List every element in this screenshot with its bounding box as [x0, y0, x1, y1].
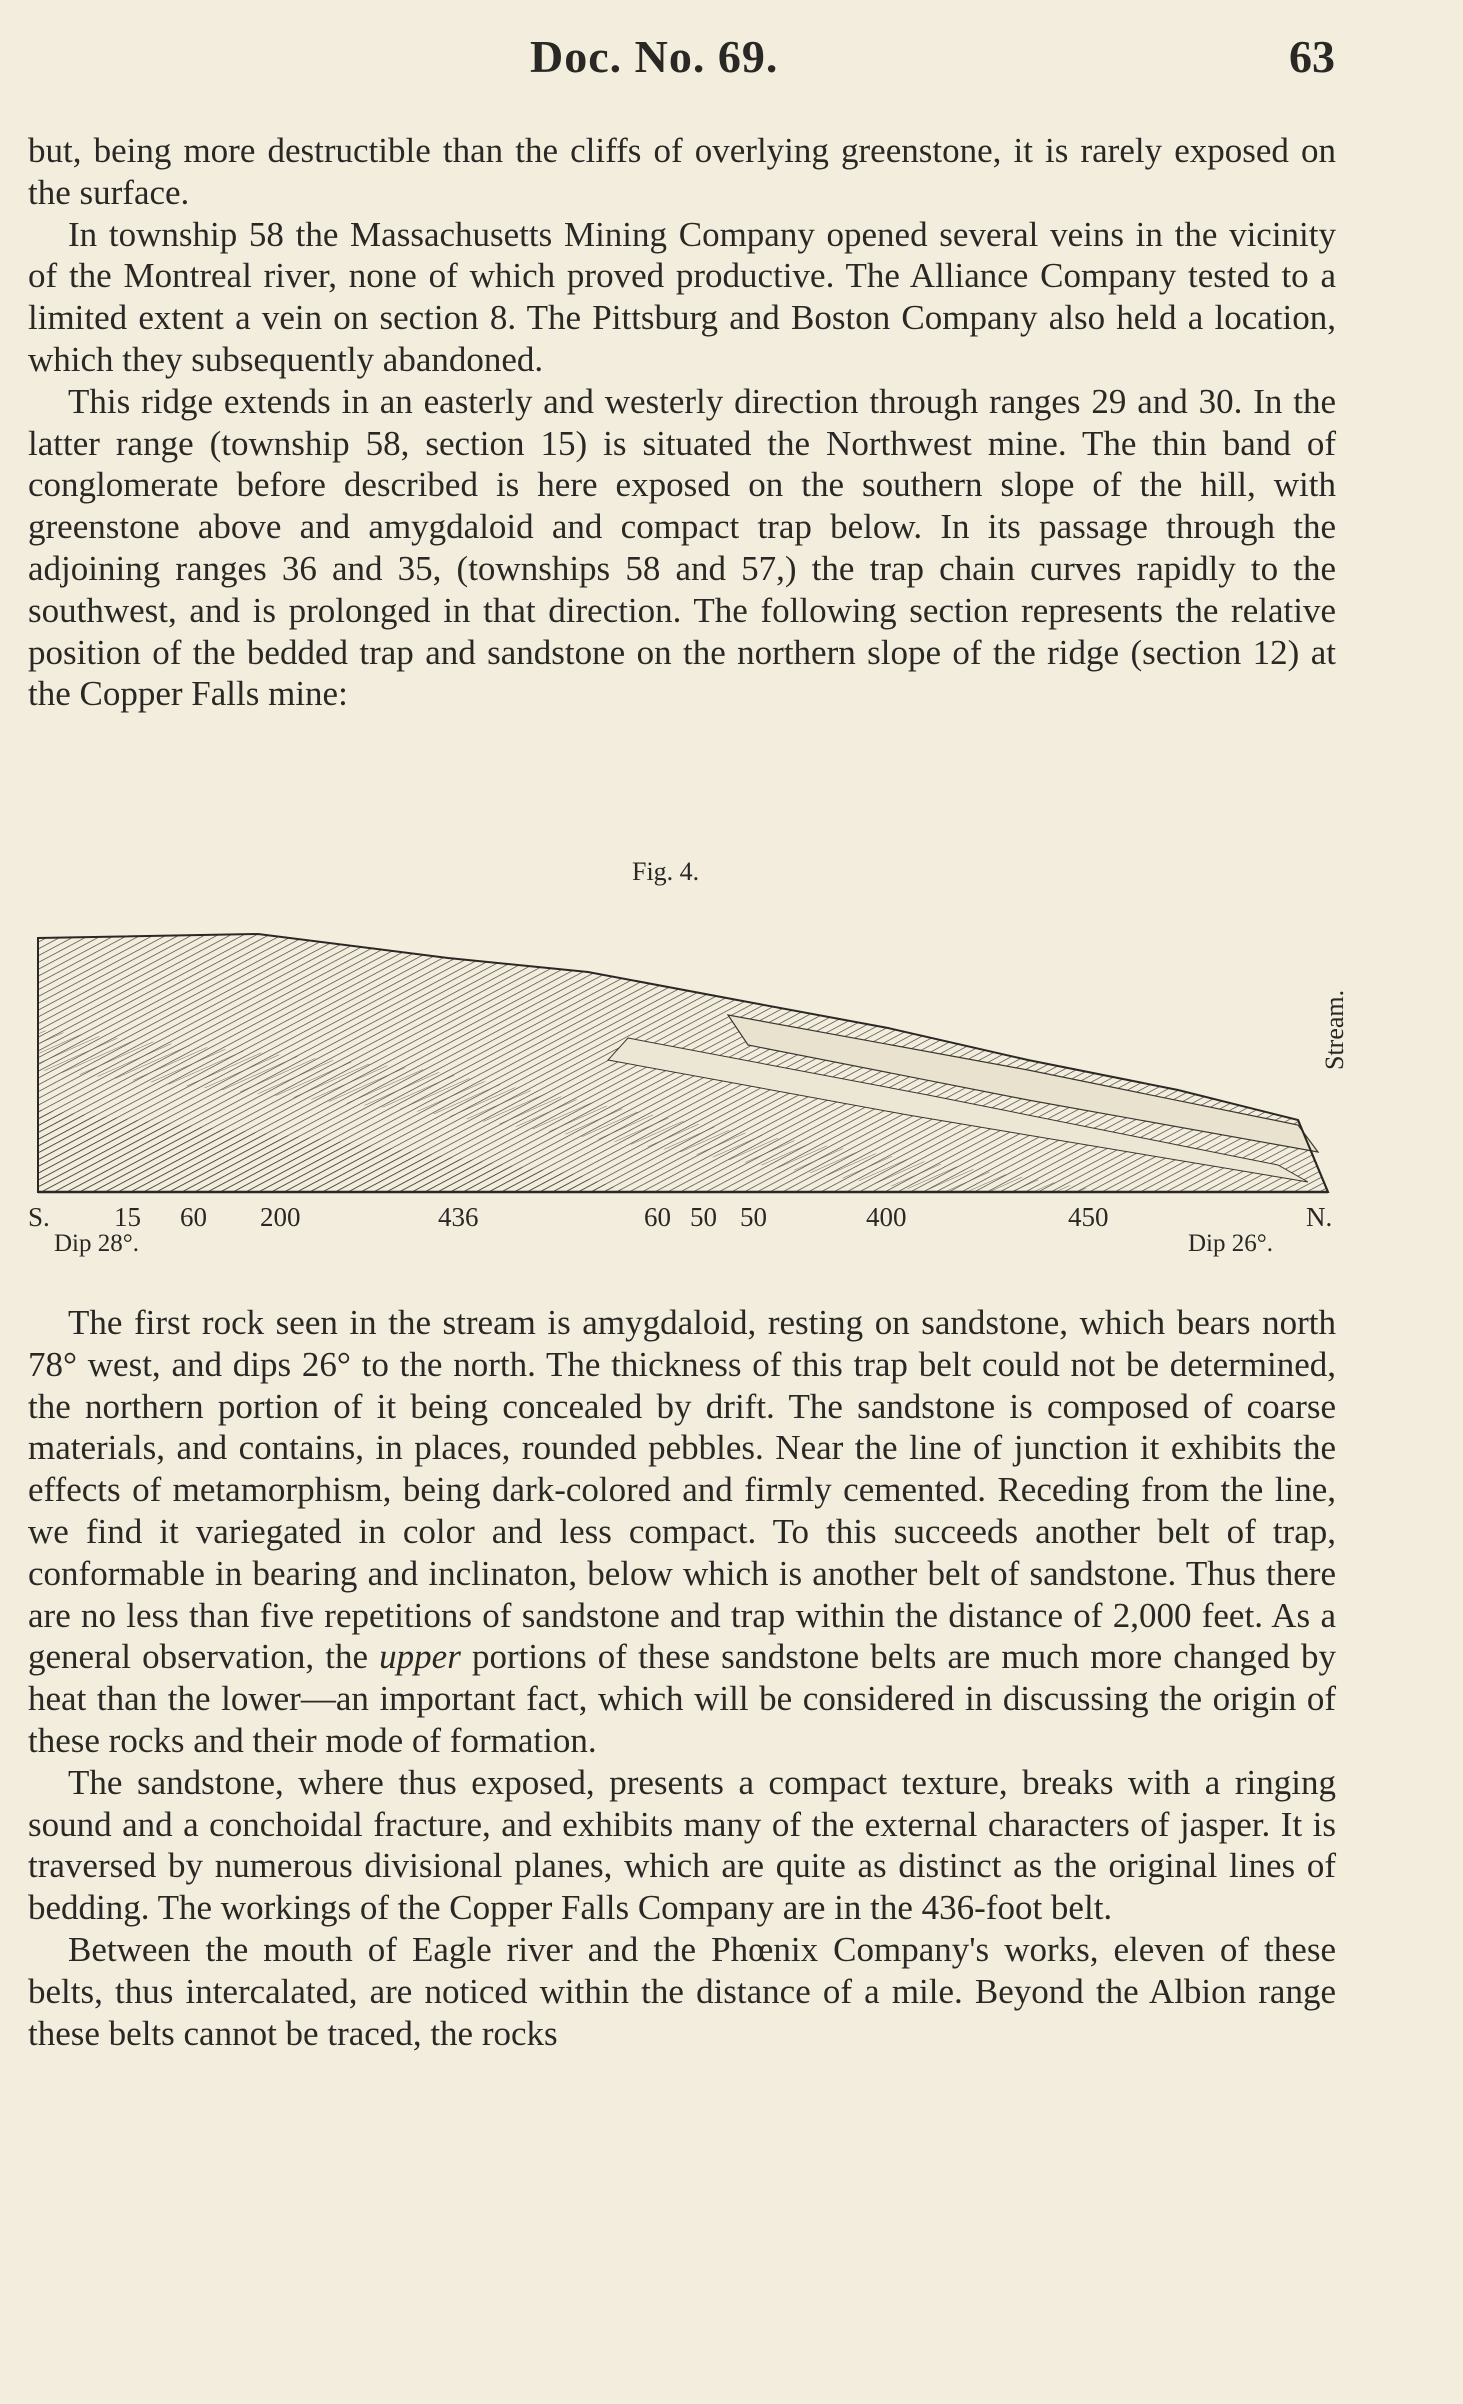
measurement-label: 15: [114, 1202, 141, 1232]
body-text-bottom: [28, 1302, 1336, 2054]
page-header: [0, 30, 1463, 90]
paragraph: [28, 1762, 1336, 1929]
document-title: Doc. No. 69.: [530, 31, 779, 82]
paragraph-text: portions of these sandstone belts are much more changed by heat than the lower—an important fact, which will be considered in discussing the origin of these rocks and their mode of formation.: [28, 1637, 1336, 1760]
south-label: S.: [28, 1202, 50, 1232]
measurement-label: 50: [740, 1202, 767, 1232]
measurement-label: 436: [438, 1202, 479, 1232]
measurement-label: 450: [1068, 1202, 1109, 1232]
measurement-label: 200: [260, 1202, 301, 1232]
dip-right-label: Dip 26°.: [1188, 1230, 1273, 1257]
paragraph: but, being more destructible than the cliffs of overlying greenstone, it is rarely exposed on the surface.: [28, 131, 1336, 212]
measurement-label: 400: [866, 1202, 907, 1232]
body-text-top: [28, 130, 1336, 715]
measurement-label: 60: [644, 1202, 671, 1232]
stream-label: Stream.: [1320, 989, 1349, 1070]
paragraph-text: The first rock seen in the stream is amygdaloid, resting on sandstone, which bears north 78° west, and dips 26° to the north. The thickness of this trap belt could not be determined, the northern portion of it being concealed by drift. The sandstone is composed of coarse materials, and contains, in places, rounded pebbles. Near the line of junction it exhibits the effects of metamorphism, being dark-colored and firmly cemented. Receding from the line, we find it variegated in color and less compact. To this succeeds another belt of trap, conformable in bearing and inclinaton, below which is another belt of sandstone. Thus there are no less than five repetitions of sandstone and trap within the distance of 2,000 feet. As a general observation, the: [28, 1303, 1336, 1677]
paragraph: [28, 1302, 1336, 1762]
geologic-section-figure: [28, 920, 1358, 1270]
paragraph-text: The sandstone, where thus exposed, presents a compact texture, breaks with a ringing sound and a conchoidal fracture, and exhibits many of the external characters of jasper. It is traversed by numerous divisional planes, which are quite as distinct as the original lines of bedding. The workings of the Copper Falls Company are in the 436-foot belt.: [28, 1762, 1336, 1928]
paragraph: [28, 1929, 1336, 2054]
paragraph: In township 58 the Massachusetts Mining Company opened several veins in the vicinity of the Montreal river, none of which proved productive. The Alliance Company tested to a limited extent a vein on section 8. The Pittsburg and Boston Company also held a location, which they subsequently abandoned.: [28, 214, 1336, 379]
north-label: N.: [1306, 1202, 1333, 1232]
dip-left-label: Dip 28°.: [54, 1230, 139, 1257]
paragraph: This ridge extends in an easterly and westerly direction through ranges 29 and 30. In the latter range (township 58, section 15) is situated the Northwest mine. The thin band of conglomerate before described is here exposed on the southern slope of the hill, with greenstone above and amygdaloid and compact trap below. In its passage through the adjoining ranges 36 and 35, (townships 58 and 57,) the trap chain curves rapidly to the southwest, and is prolonged in that direction. The following section represents the relative position of the bedded trap and sandstone on the northern slope of the ridge (section 12) at the Copper Falls mine:: [28, 381, 1336, 714]
page-number: 63: [1289, 31, 1335, 82]
figure-caption: Fig. 4.: [632, 857, 700, 886]
measurement-label: 50: [690, 1202, 717, 1232]
paragraph-text: Between the mouth of Eagle river and the Phœnix Company's works, eleven of these belts, thus intercalated, are noticed within the distance of a mile. Beyond the Albion range these belts cannot be traced, the rocks: [28, 1929, 1336, 2053]
emphasized-word: upper: [379, 1637, 461, 1677]
measurement-label: 60: [180, 1202, 207, 1232]
